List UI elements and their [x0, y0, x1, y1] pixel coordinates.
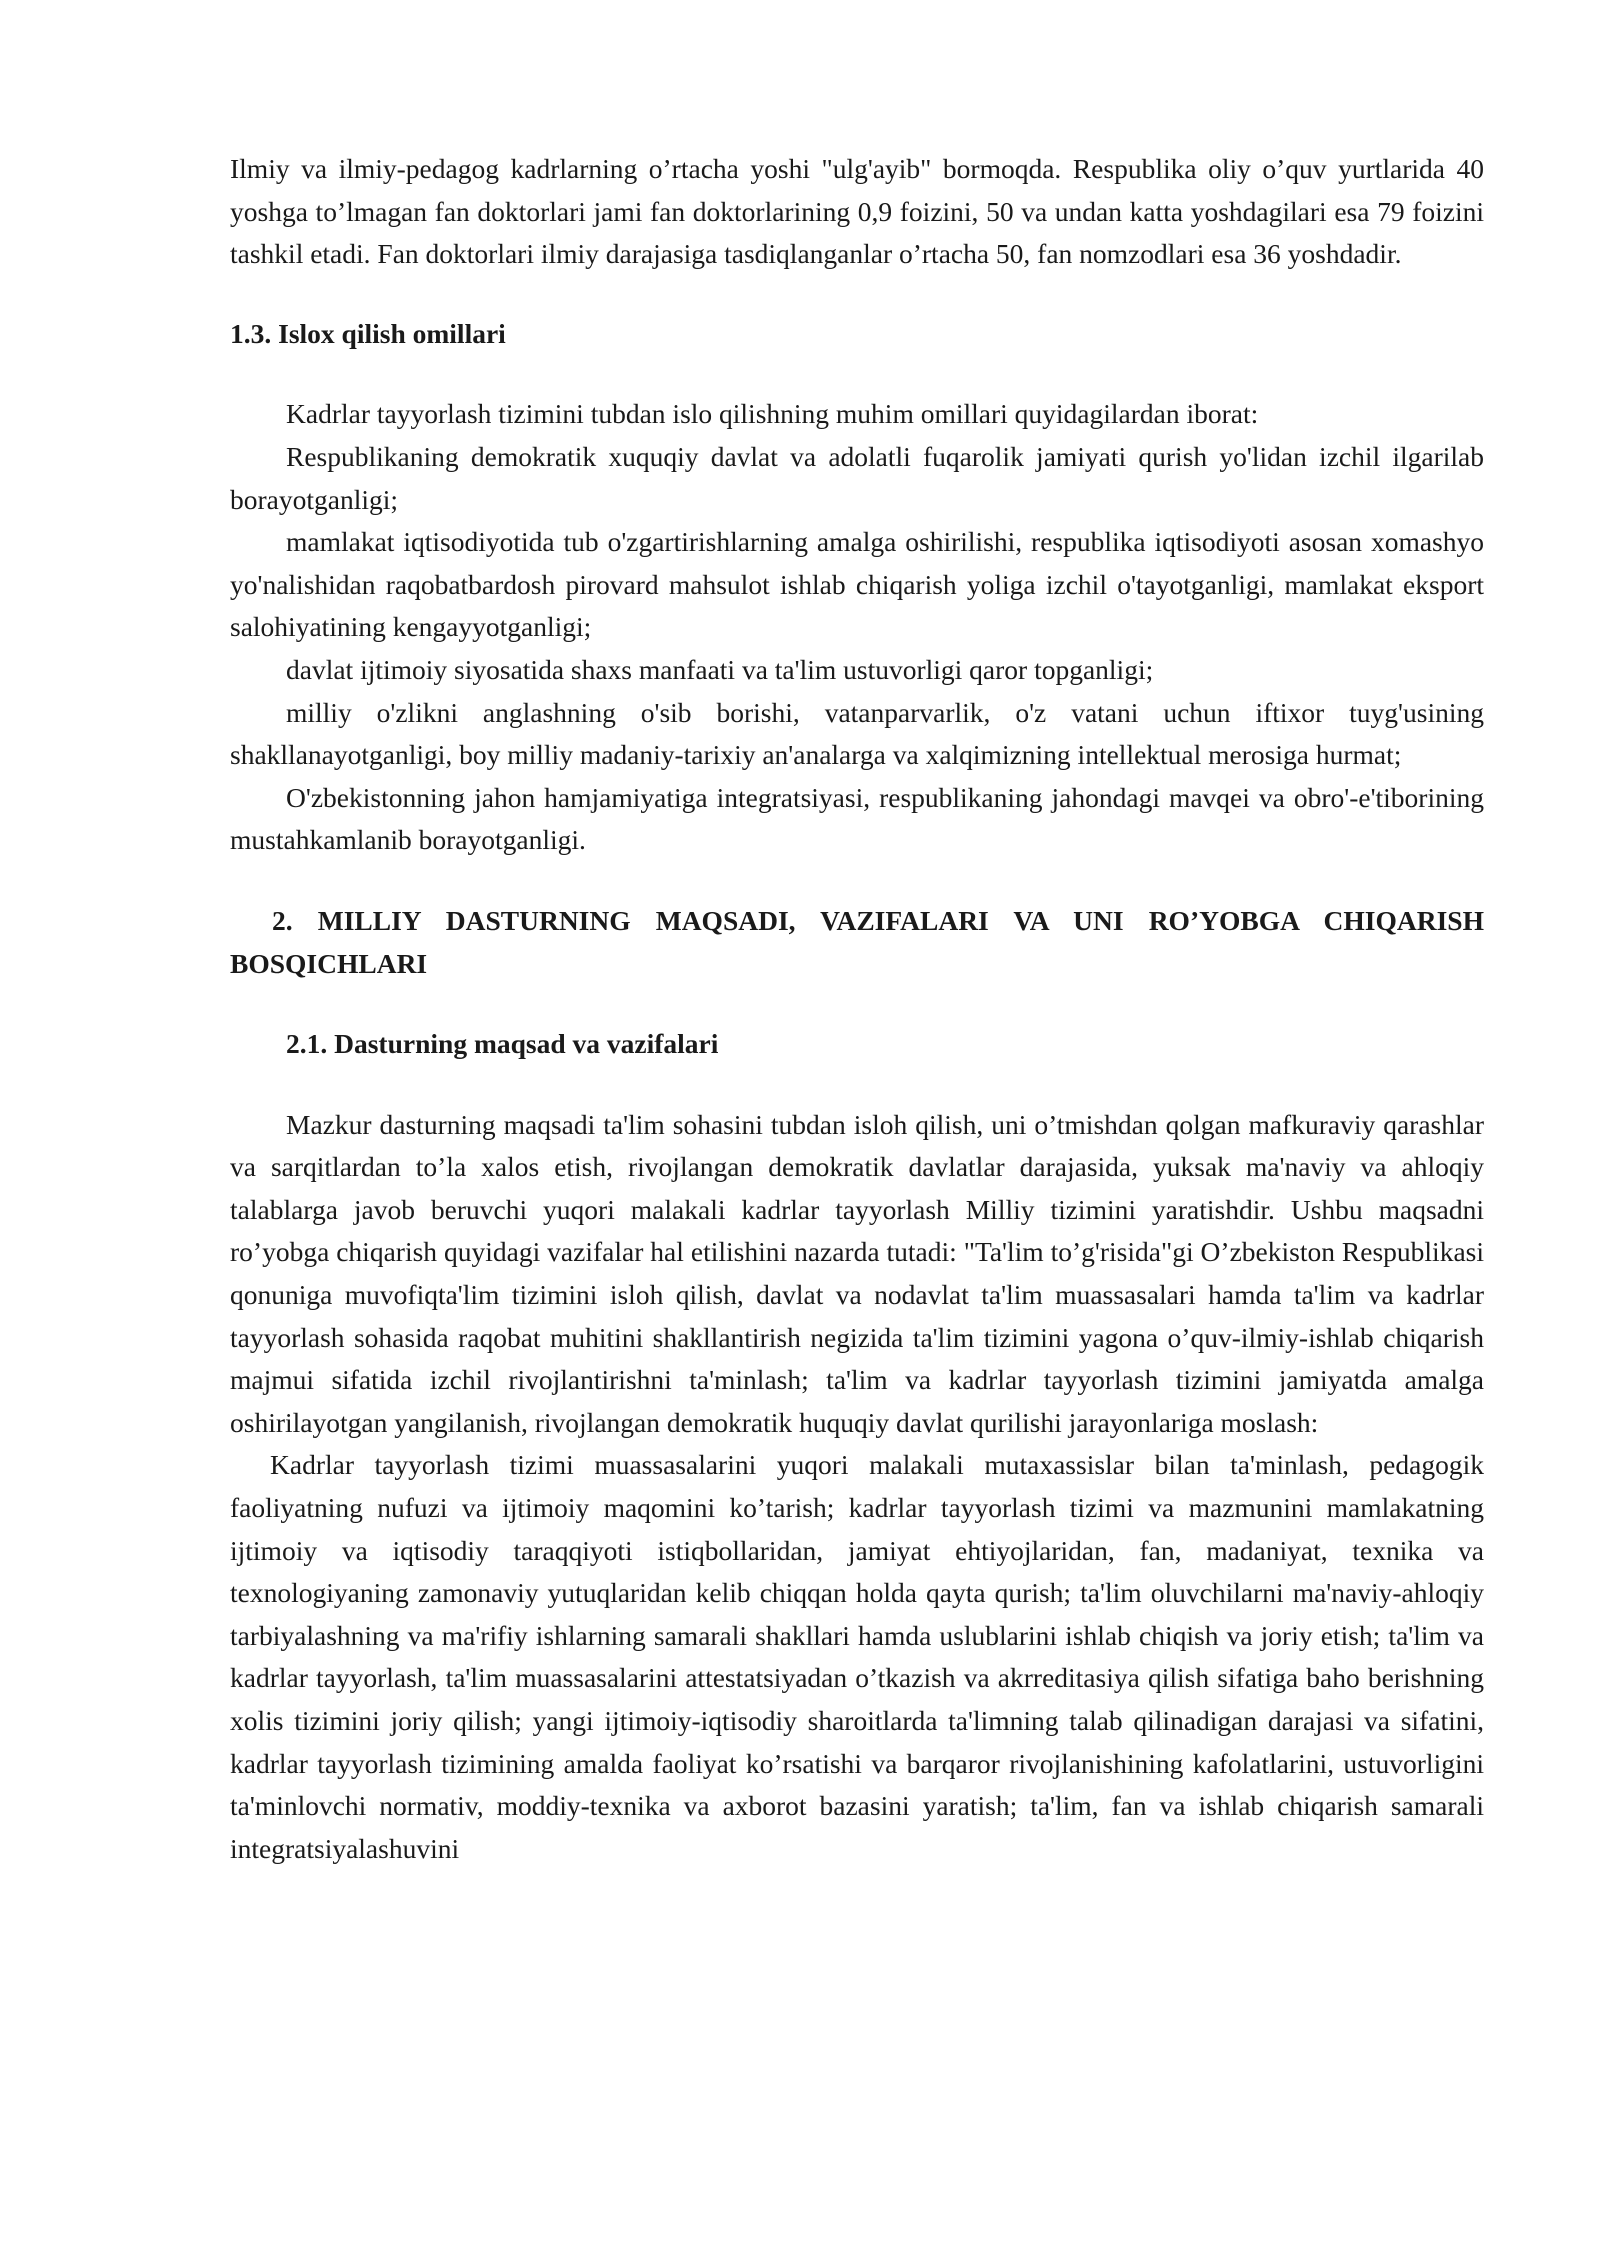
factor-1-paragraph: Respublikaning demokratik xuquqiy davlat va adolatli fuqarolik jamiyati qurish yo'lidan izchil ilgarilab borayotganligi; [230, 440, 1484, 515]
factor-5-paragraph: O'zbekistonning jahon hamjamiyatiga integratsiyasi, respublikaning jahondagi mavqei va obro'-e'tiborining mustahkamlanib borayotganligi. [230, 781, 1484, 856]
spacer [230, 355, 1484, 393]
goal-paragraph: Mazkur dasturning maqsadi ta'lim sohasini tubdan isloh qilish, uni o’tmishdan qolgan mafkuraviy qarashlar va sarqitlardan to’la xalos etish, rivojlangan demokratik davlatlar darajasida, yuksak ma'naviy va ahloqiy talablarga javob beruvchi yuqori malakali kadrlar tayyorlash Milliy tizimini yaratishdir. Ushbu maqsadni ro’yobga chiqarish quyidagi vazifalar hal etilishini nazarda tutadi: "Ta'lim to’g'risida"gi O’zbekiston Respublikasi qonuniga muvofiqta'lim tizimini isloh qilish, davlat va nodavlat ta'lim muassasalari hamda ta'lim va kadrlar tayyorlash sohasida raqobat muhitini shakllantirish negizida ta'lim tizimini yagona o’quv-ilmiy-ishlab chiqarish majmui sifatida izchil rivojlantirishni ta'minlash; ta'lim va kadrlar tayyorlash tizimini jamiyatda amalga oshirilayotgan yangilanish, rivojlangan demokratik huquqiy davlat qurilishi jarayonlariga moslash: [230, 1108, 1484, 1438]
section-2-1-heading: 2.1. Dasturning maqsad va vazifalari [286, 1028, 719, 1060]
section-1-3-heading: 1.3. Islox qilish omillari [230, 317, 506, 349]
spacer [230, 276, 1484, 313]
section-2-heading: 2. MILLIY DASTURNING MAQSADI, VAZIFALARI VA UNI RO’YOBGA CHIQARISH BOSQICHLARI [230, 904, 1484, 979]
spacer [230, 862, 1484, 900]
intro-paragraph: Ilmiy va ilmiy-pedagog kadrlarning o’rtacha yoshi "ulg'ayib" bormoqda. Respublika oliy o’quv yurtlarida 40 yoshga to’lmagan fan doktorlari jami fan doktorlarining 0,9 foizini, 50 va undan katta yoshdagilari esa 79 foizini tashkil etadi. Fan doktorlari ilmiy darajasiga tasdiqlanganlar o’rtacha 50, fan nomzodlari esa 36 yoshdadir. [230, 153, 1484, 270]
factor-4-paragraph: milliy o'zlikni anglashning o'sib borishi, vatanparvarlik, o'z vatani uchun iftixor tuyg'usining shakllanayotganligi, boy milliy madaniy-tarixiy an'analarga va xalqimizning intellektual merosiga hurmat; [230, 696, 1484, 771]
factor-3-paragraph: davlat ijtimoiy siyosatida shaxs manfaati va ta'lim ustuvorligi qaror topganligi; [286, 653, 1154, 685]
spacer [230, 1066, 1484, 1104]
tasks-paragraph: Kadrlar tayyorlash tizimi muassasalarini yuqori malakali mutaxassislar bilan ta'minlash, pedagogik faoliyatning nufuzi va ijtimoiy maqomini ko’tarish; kadrlar tayyorlash tizimi va mazmunini mamlakatning ijtimoiy va iqtisodiy taraqqiyoti istiqbollaridan, jamiyat ehtiyojlaridan, fan, madaniyat, texnika va texnologiyaning zamonaviy yutuqlaridan kelib chiqqan holda qayta qurish; ta'lim oluvchilarni ma'naviy-ahloqiy tarbiyalashning va ma'rifiy ishlarning samarali shakllari hamda uslublarini ishlab chiqish va joriy etish; ta'lim va kadrlar tayyorlash, ta'lim muassasalarini attestatsiyadan o’tkazish va akrreditasiya qilish sifatiga baho berishning xolis tizimini joriy qilish; yangi ijtimoiy-iqtisodiy sharoitlarda ta'limning talab qilinadigan darajasi va sifatini, kadrlar tayyorlash tizimining amalda faoliyat ko’rsatishi va barqaror rivojlanishining kafolatlarini, ustuvorligini ta'minlovchi normativ, moddiy-texnika va axborot bazasini yaratish; ta'lim, fan va ishlab chiqarish samarali integratsiyalashuvini [230, 1449, 1484, 1864]
document-page [230, 148, 1484, 1870]
factor-2-paragraph: mamlakat iqtisodiyotida tub o'zgartirishlarning amalga oshirilishi, respublika iqtisodiyoti asosan xomashyo yo'nalishidan raqobatbardosh pirovard mahsulot ishlab chiqarish yoliga izchil o'tayotganligi, mamlakat eksport salohiyatining kengayyotganligi; [230, 526, 1484, 643]
spacer [230, 985, 1484, 1023]
factors-intro-paragraph: Kadrlar tayyorlash tizimini tubdan islo qilishning muhim omillari quyidagilardan iborat: [286, 398, 1259, 430]
